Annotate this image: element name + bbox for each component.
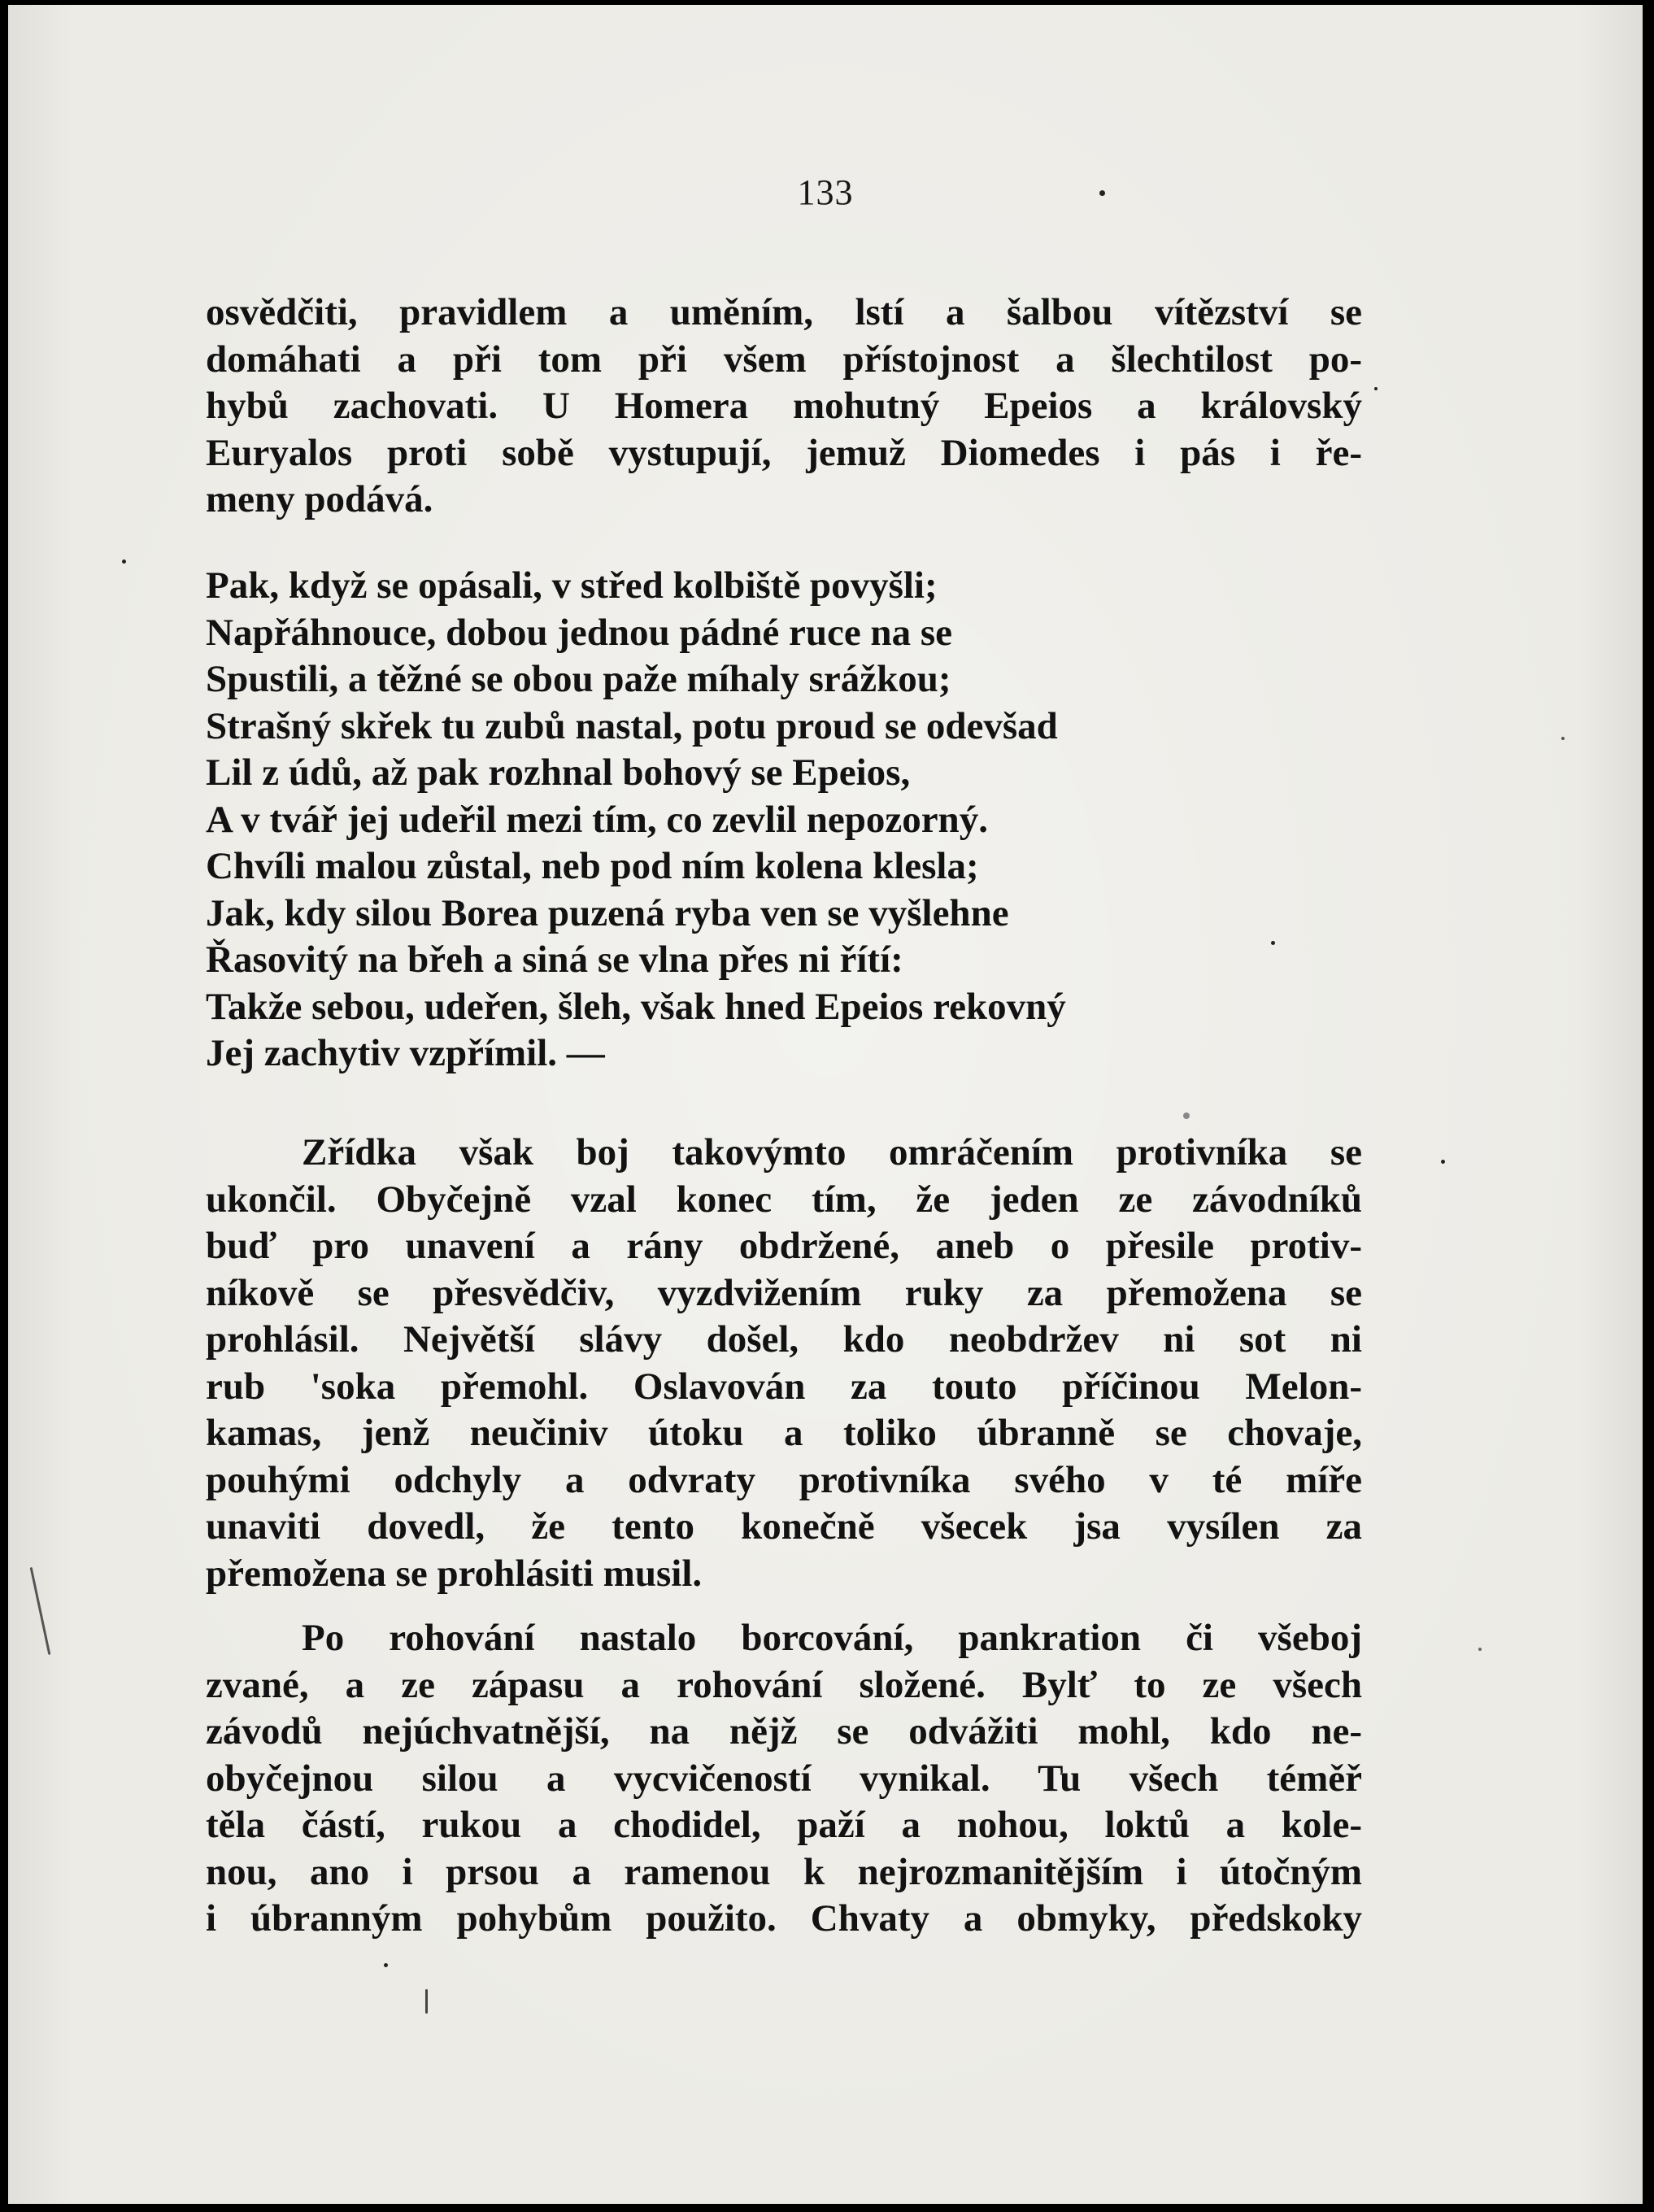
text-line: níkově se přesvědčiv, vyzdvižením ruky za přemožena se xyxy=(206,1271,1362,1314)
verse-line: Jej zachytiv vzpřímil. — xyxy=(206,1032,605,1074)
paragraph-2 xyxy=(206,1130,1362,1597)
scan-speck xyxy=(425,1989,428,2014)
text-line: přemožena se prohlásiti musil. xyxy=(206,1552,703,1595)
scan-speck xyxy=(1561,737,1565,740)
text-line: obyčejnou silou a vycvičeností vynikal. Tu všech téměř xyxy=(206,1757,1362,1800)
verse-line: Lil z údů, až pak rozhnal bohový se Epeios, xyxy=(206,751,911,794)
text-line: Po rohování nastalo borcování, pankration či všeboj xyxy=(302,1617,1362,1659)
verse-line: Strašný skřek tu zubů nastal, potu proud se odevšad xyxy=(206,704,1058,747)
text-line: zvané, a ze zápasu a rohování složené. Bylť to ze všech xyxy=(206,1663,1362,1706)
text-line: domáhati a při tom při všem přístojnost a šlechtilost po- xyxy=(206,337,1362,381)
text-line: závodů nejúchvatnější, na nějž se odvážiti mohl, kdo ne- xyxy=(206,1710,1362,1753)
page-number: 133 xyxy=(797,172,854,212)
text-line: rub 'soka přemohl. Oslavován za touto příčinou Melon- xyxy=(206,1365,1362,1408)
scan-speck xyxy=(30,1567,51,1655)
text-line: nou, ano i prsou a ramenou k nejrozmanitějším i útočným xyxy=(206,1850,1362,1893)
text-line: Zřídka však boj takovýmto omráčením protivníka se xyxy=(302,1131,1362,1173)
text-line: hybů zachovati. U Homera mohutný Epeios a královský xyxy=(206,385,1362,427)
text-line: pouhými odchyly a odvraty protivníka svého v té míře xyxy=(206,1458,1362,1501)
paragraph-1 xyxy=(206,290,1362,524)
text-line: prohlásil. Největší slávy došel, kdo neobdržev ni sot ni xyxy=(206,1318,1362,1361)
verse-line: Řasovitý na břeh a siná se vlna přes ni řítí: xyxy=(206,938,903,981)
text-line: unaviti dovedl, že tento konečně všecek jsa vysílen za xyxy=(206,1505,1362,1548)
scan-speck xyxy=(1099,190,1105,196)
verse-quotation xyxy=(206,563,1362,1078)
paragraph-3 xyxy=(206,1615,1362,1943)
text-line: buď pro unavení a rány obdržené, aneb o přesile protiv- xyxy=(206,1225,1362,1267)
scan-speck xyxy=(122,560,126,564)
scan-speck xyxy=(384,1963,388,1967)
text-line: osvědčiti, pravidlem a uměním, lstí a šalbou vítězství se xyxy=(206,291,1362,333)
scan-speck xyxy=(1183,1113,1190,1119)
verse-line: Jak, kdy silou Borea puzená ryba ven se vyšlehne xyxy=(206,891,1009,934)
scan-speck xyxy=(1441,1160,1445,1164)
verse-line: Napřáhnouce, dobou jednou pádné ruce na se xyxy=(206,611,952,654)
text-line: i úbranným pohybům použito. Chvaty a obmyky, předskoky xyxy=(206,1897,1362,1940)
verse-line: Pak, když se opásali, v střed kolbiště povyšli; xyxy=(206,564,938,607)
scan-speck xyxy=(1374,387,1378,390)
scan-speck xyxy=(1271,941,1275,945)
text-line: Euryalos proti sobě vystupují, jemuž Diomedes i pás i ře- xyxy=(206,431,1362,474)
text-line: ukončil. Obyčejně vzal konec tím, že jeden ze závodníků xyxy=(206,1178,1362,1221)
verse-line: Chvíli malou zůstal, neb pod ním kolena klesla; xyxy=(206,845,979,887)
book-page xyxy=(8,5,1643,2204)
text-line: meny podává. xyxy=(206,478,433,520)
verse-line: Takže sebou, udeřen, šleh, však hned Epeios rekovný xyxy=(206,985,1066,1028)
text-line: těla částí, rukou a chodidel, paží a nohou, loktů a kole- xyxy=(206,1804,1362,1846)
scan-speck xyxy=(1478,1648,1482,1651)
verse-line: A v tvář jej udeřil mezi tím, co zevlil nepozorný. xyxy=(206,798,988,841)
text-line: kamas, jenž neučiniv útoku a toliko úbranně se chovaje, xyxy=(206,1412,1362,1454)
verse-line: Spustili, a těžné se obou paže míhaly srážkou; xyxy=(206,658,951,700)
